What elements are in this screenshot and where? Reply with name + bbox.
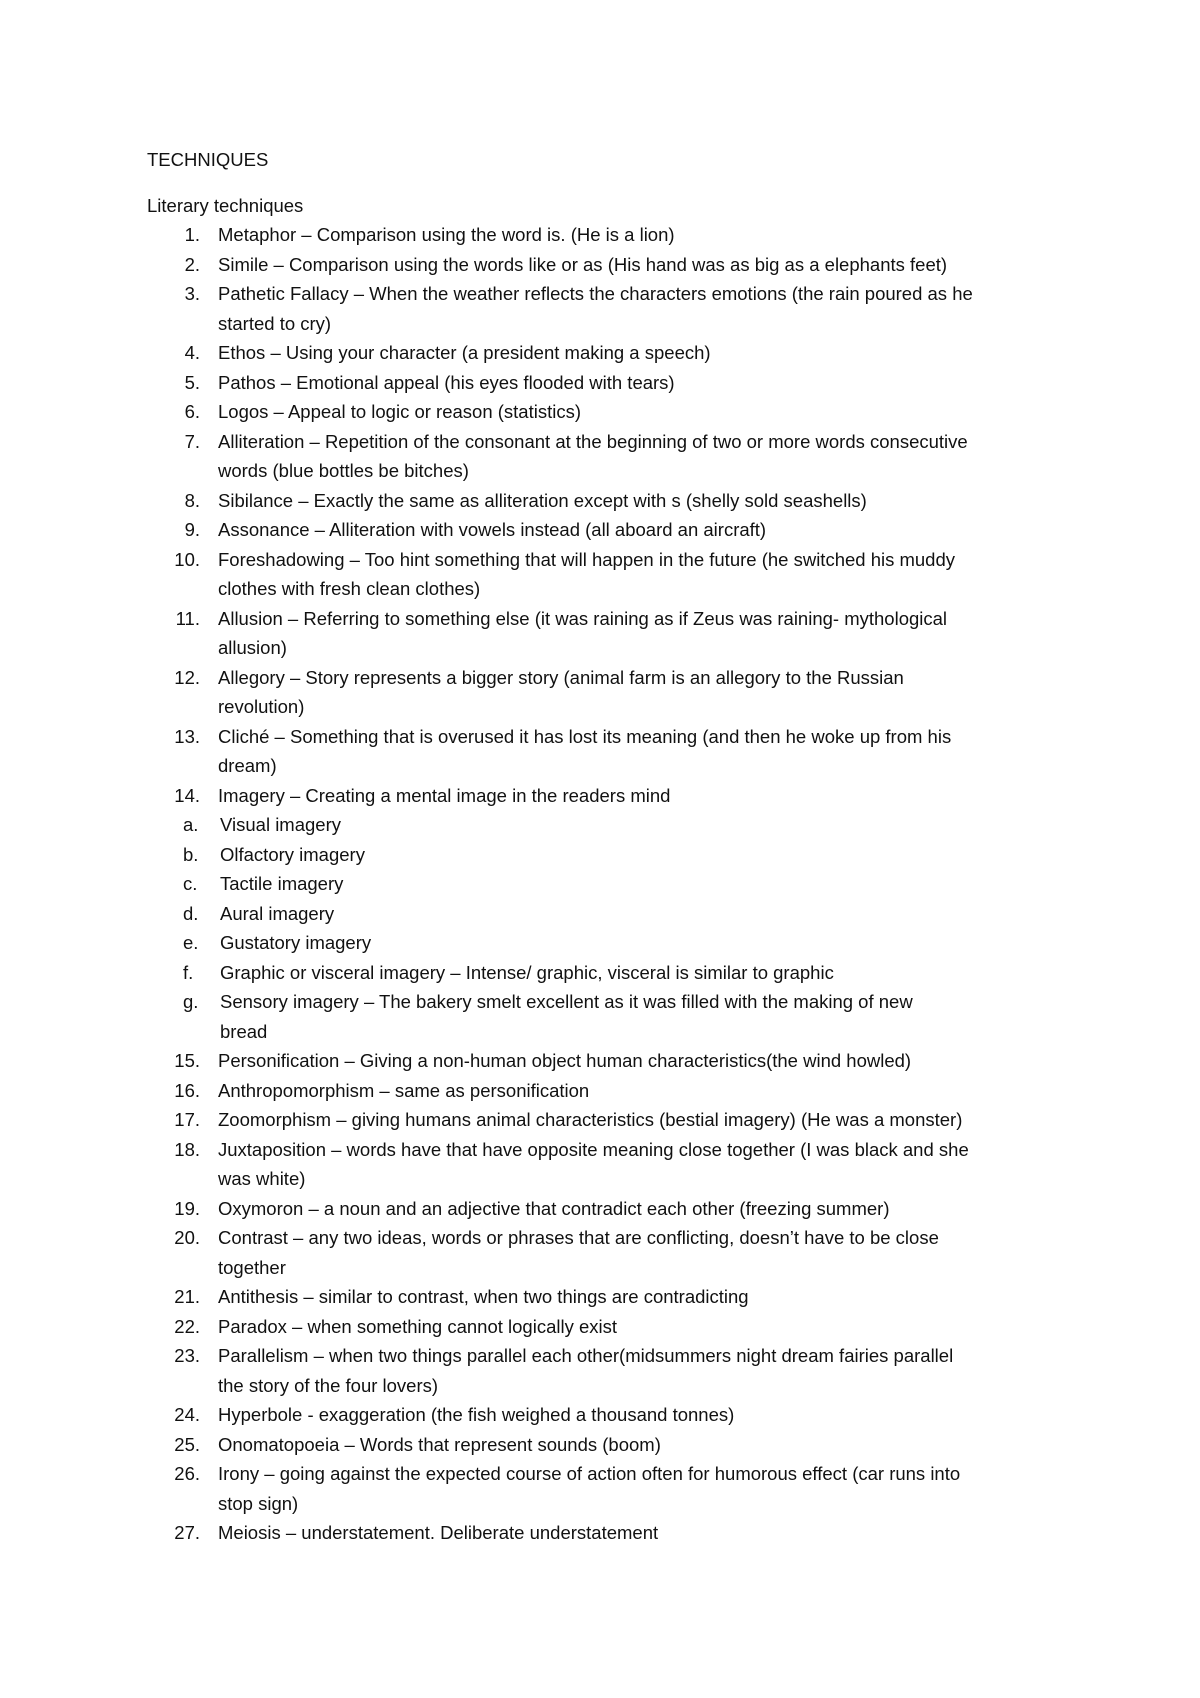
- list-item-line: Logos – Appeal to logic or reason (statistics): [218, 401, 581, 422]
- list-item-number: 22.: [174, 1315, 200, 1337]
- list-item-line: Pathos – Emotional appeal (his eyes flooded with tears): [218, 371, 675, 393]
- list-item-text: [218, 486, 1087, 516]
- list-item-number: 13.: [174, 725, 200, 747]
- list-item-text: [218, 1046, 1087, 1076]
- sub-list-item-line: Olfactory imagery: [220, 843, 365, 865]
- list-item-text: [218, 1430, 1087, 1460]
- sub-list-item: [147, 840, 1087, 870]
- list-item-text: [218, 545, 1087, 604]
- section-heading: Literary techniques: [147, 194, 304, 216]
- list-item-text: [218, 1282, 1087, 1312]
- document-title: TECHNIQUES: [147, 149, 269, 170]
- sub-list-item: [147, 928, 1087, 958]
- techniques-list: [147, 220, 1087, 1548]
- document-body: [147, 145, 1087, 1548]
- list-item-line: Allegory – Story represents a bigger story (animal farm is an allegory to the Russian: [218, 666, 904, 688]
- list-item-line: Alliteration – Repetition of the consonant at the beginning of two or more words consecutive: [218, 430, 968, 452]
- list-item: [147, 722, 1087, 781]
- sub-list-item-line: Sensory imagery – The bakery smelt excellent as it was filled with the making of new: [220, 991, 913, 1012]
- list-item-number: 18.: [174, 1138, 200, 1160]
- sub-list-item-letter: g.: [183, 991, 199, 1012]
- sub-list-item: [147, 987, 1087, 1046]
- list-item-line: started to cry): [218, 312, 332, 334]
- list-item-number: 4.: [184, 342, 200, 363]
- list-item-text: [218, 1518, 1087, 1548]
- sub-list-item-letter: b.: [183, 843, 199, 865]
- list-item: [147, 486, 1087, 516]
- list-item-text: [218, 427, 1087, 486]
- list-item: [147, 1076, 1087, 1106]
- list-item-number: 15.: [174, 1050, 200, 1071]
- list-item-line: Hyperbole - exaggeration (the fish weighed a thousand tonnes): [218, 1404, 735, 1425]
- list-item-number: 2.: [184, 253, 200, 275]
- list-item: [147, 1341, 1087, 1400]
- list-item: [147, 663, 1087, 722]
- list-item-number: 27.: [174, 1522, 200, 1543]
- list-item-line: Contrast – any two ideas, words or phrases that are conflicting, doesn’t have to be close: [218, 1227, 939, 1248]
- list-item-line: Metaphor – Comparison using the word is. (He is a lion): [218, 224, 675, 245]
- list-item-number: 11.: [175, 607, 200, 629]
- list-item: [147, 1459, 1087, 1518]
- sub-list-item-text: [220, 928, 1087, 958]
- list-item-line: Onomatopoeia – Words that represent sounds (boom): [218, 1433, 661, 1455]
- list-item-line: Ethos – Using your character (a president making a speech): [218, 342, 711, 363]
- sub-list-item-letter: f.: [183, 961, 194, 983]
- list-item: [147, 368, 1087, 398]
- list-item-number: 16.: [174, 1079, 200, 1101]
- list-item-line: words (blue bottles be bitches): [218, 460, 469, 481]
- list-item: [147, 397, 1087, 427]
- sub-list-item-text: [220, 810, 1087, 840]
- list-item-number: 8.: [184, 489, 200, 511]
- sub-list-item-letter: d.: [183, 902, 199, 924]
- list-item-number: 24.: [174, 1404, 200, 1425]
- list-item: [147, 1430, 1087, 1460]
- list-item-line: Pathetic Fallacy – When the weather reflects the characters emotions (the rain poured as he: [218, 283, 973, 304]
- sub-list-item-text: [220, 840, 1087, 870]
- list-item-line: Imagery – Creating a mental image in the readers mind: [218, 784, 671, 806]
- list-item-text: [218, 1194, 1087, 1224]
- list-item-text: [218, 338, 1087, 368]
- list-item: [147, 1400, 1087, 1430]
- list-item-line: Foreshadowing – Too hint something that will happen in the future (he switched his muddy: [218, 548, 956, 570]
- list-item-number: 21.: [174, 1286, 200, 1307]
- list-item-text: [218, 1135, 1087, 1194]
- imagery-sub-list: [147, 810, 1087, 1046]
- sub-list-item-line: Aural imagery: [220, 902, 335, 924]
- list-item-number: 26.: [174, 1463, 200, 1484]
- list-item-number: 12.: [174, 666, 200, 688]
- list-item: [147, 1105, 1087, 1135]
- list-item-number: 1.: [184, 224, 200, 245]
- list-item-line: Meiosis – understatement. Deliberate understatement: [218, 1522, 659, 1543]
- list-item-line: revolution): [218, 696, 305, 717]
- sub-list-item-line: Tactile imagery: [220, 873, 344, 894]
- list-item: [147, 604, 1087, 663]
- list-item-line: Juxtaposition – words have that have opposite meaning close together (I was black and she: [218, 1138, 969, 1160]
- list-item-text: [218, 781, 1087, 811]
- list-item-line: Paradox – when something cannot logically exist: [218, 1315, 618, 1337]
- list-item-text: [218, 1400, 1087, 1430]
- list-item: [147, 1282, 1087, 1312]
- list-item-text: [218, 722, 1087, 781]
- list-item-line: Irony – going against the expected course of action often for humorous effect (car runs into: [218, 1463, 961, 1484]
- sub-list-item-letter: c.: [183, 873, 198, 894]
- list-item-text: [218, 220, 1087, 250]
- list-item-line: dream): [218, 755, 277, 776]
- list-item-line: the story of the four lovers): [218, 1374, 439, 1396]
- sub-list-item: [147, 958, 1087, 988]
- list-item-line: Personification – Giving a non-human object human characteristics(the wind howled): [218, 1050, 912, 1071]
- list-item-text: [218, 250, 1087, 280]
- list-item-number: 23.: [174, 1345, 200, 1366]
- list-item-number: 9.: [184, 519, 200, 540]
- list-item-line: Assonance – Alliteration with vowels instead (all aboard an aircraft): [218, 519, 767, 540]
- list-item-line: Simile – Comparison using the words like or as (His hand was as big as a elephants feet): [218, 253, 948, 275]
- sub-list-item-text: [220, 958, 1087, 988]
- sub-list-item-line: Visual imagery: [220, 814, 341, 835]
- list-item: [147, 338, 1087, 368]
- list-item-line: Antithesis – similar to contrast, when two things are contradicting: [218, 1286, 749, 1307]
- list-item-text: [218, 663, 1087, 722]
- list-item-line: was white): [218, 1168, 306, 1189]
- list-item-number: 3.: [184, 283, 200, 304]
- sub-list-item-line: Graphic or visceral imagery – Intense/ graphic, visceral is similar to graphic: [220, 961, 834, 983]
- list-item: [147, 250, 1087, 280]
- sub-list-item: [147, 869, 1087, 899]
- sub-list-item-text: [220, 869, 1087, 899]
- list-item-number: 25.: [174, 1433, 200, 1455]
- sub-list-item-line: Gustatory imagery: [220, 932, 372, 953]
- list-item-number: 5.: [184, 371, 200, 393]
- list-item-number: 17.: [174, 1109, 200, 1130]
- list-item-number: 19.: [174, 1197, 200, 1219]
- sub-list-item: [147, 810, 1087, 840]
- list-item: [147, 1518, 1087, 1548]
- list-item: [147, 545, 1087, 604]
- list-item-text: [218, 604, 1087, 663]
- sub-list-item: [147, 899, 1087, 929]
- list-item-number: 6.: [184, 401, 200, 422]
- list-item: [147, 515, 1087, 545]
- sub-list-item-letter: e.: [183, 932, 199, 953]
- list-item-line: Anthropomorphism – same as personification: [218, 1079, 590, 1101]
- list-item-text: [218, 279, 1087, 338]
- list-item-line: together: [218, 1256, 286, 1278]
- list-item-line: Zoomorphism – giving humans animal characteristics (bestial imagery) (He was a monster): [218, 1109, 963, 1130]
- list-item-text: [218, 1341, 1087, 1400]
- list-item-line: clothes with fresh clean clothes): [218, 578, 481, 599]
- sub-list-item-text: [220, 987, 1087, 1046]
- list-item-line: Oxymoron – a noun and an adjective that contradict each other (freezing summer): [218, 1197, 890, 1219]
- list-item-text: [218, 368, 1087, 398]
- list-item: [147, 1312, 1087, 1342]
- list-item-line: Parallelism – when two things parallel each other(midsummers night dream fairies parallel: [218, 1345, 954, 1366]
- list-item-line: allusion): [218, 637, 287, 658]
- list-item-number: 7.: [184, 430, 200, 452]
- list-item-text: [218, 1459, 1087, 1518]
- list-item-line: Sibilance – Exactly the same as alliteration except with s (shelly sold seashells): [218, 489, 867, 511]
- list-item-text: [218, 1223, 1087, 1282]
- list-item: [147, 1135, 1087, 1194]
- sub-list-item-letter: a.: [183, 814, 199, 835]
- list-item-line: Cliché – Something that is overused it has lost its meaning (and then he woke up from his: [218, 725, 952, 747]
- list-item-number: 10.: [174, 548, 200, 570]
- list-item: [147, 1223, 1087, 1282]
- list-item-text: [218, 1105, 1087, 1135]
- list-item: [147, 220, 1087, 250]
- sub-list-item-text: [220, 899, 1087, 929]
- list-item-text: [218, 397, 1087, 427]
- list-item: [147, 1194, 1087, 1224]
- list-item: [147, 1046, 1087, 1076]
- sub-list-item-line: bread: [220, 1020, 268, 1042]
- list-item-text: [218, 1312, 1087, 1342]
- list-item-line: stop sign): [218, 1492, 299, 1514]
- list-item: [147, 427, 1087, 486]
- list-item-number: 14.: [174, 784, 200, 806]
- list-item: [147, 781, 1087, 1047]
- list-item: [147, 279, 1087, 338]
- list-item-number: 20.: [174, 1227, 200, 1248]
- list-item-line: Allusion – Referring to something else (it was raining as if Zeus was raining- mythological: [218, 607, 948, 629]
- list-item-text: [218, 515, 1087, 545]
- list-item-text: [218, 1076, 1087, 1106]
